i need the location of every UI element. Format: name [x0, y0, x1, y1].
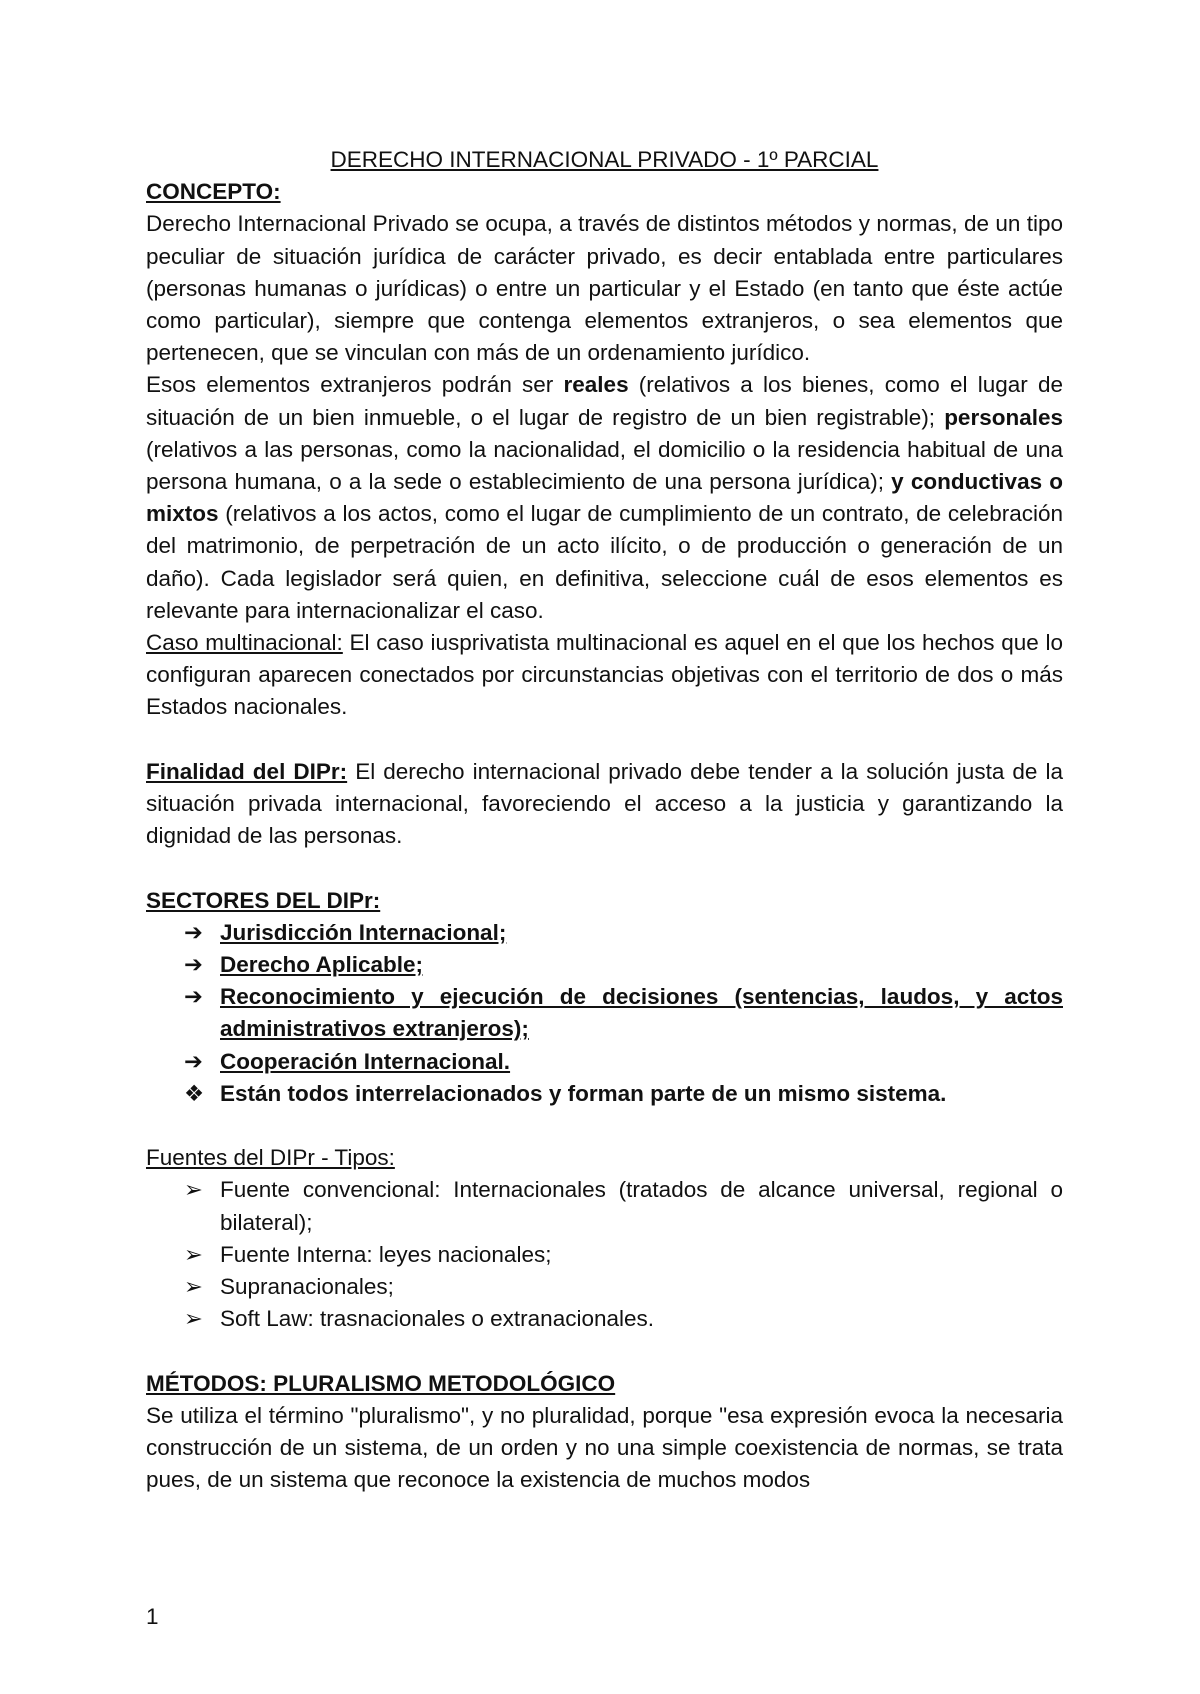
metodos-paragraph: Se utiliza el término "pluralismo", y no pluralidad, porque "esa expresión evoca la necesaria construcción de un sistema, de un orden y no una simple coexistencia de normas, se trata pues, de un sistema que reconoce la existencia de muchos modos — [146, 1402, 1063, 1493]
list-item — [146, 1303, 1063, 1335]
spacer — [146, 852, 1063, 884]
arrow-bullet-icon: ➔ — [184, 919, 203, 945]
reales-term: reales — [563, 372, 629, 398]
arrowhead-bullet-icon: ➢ — [184, 1274, 203, 1300]
arrow-bullet-icon: ➔ — [184, 984, 203, 1010]
arrowhead-bullet-icon: ➢ — [184, 1306, 203, 1332]
caso-multinacional-label: Caso multinacional: — [146, 630, 343, 656]
concepto-paragraph: Derecho Internacional Privado se ocupa, a través de distintos métodos y normas, de un tipo peculiar de situación jurídica de carácter privado, es decir entablada entre particulares (personas humanas o jurídicas) o entre un particular y el Estado (en tanto que éste actúe como particular), siempre que contenga elementos extranjeros, o sea elementos que pertenecen, que se vinculan con más de un ordenamiento jurídico. — [146, 211, 1063, 366]
conductivas-term: y conductivas o mixtos — [146, 469, 1064, 527]
list-item — [146, 981, 1063, 1045]
caso-multinacional-text: El caso iusprivatista multinacional es aquel en el que los hechos que lo configuran aparecen conectados por circunstancias objetivas con el territorio de dos o más Estados nacionales. — [146, 630, 1063, 720]
spacer — [146, 1335, 1063, 1367]
sector-item-text: Derecho Aplicable; — [220, 952, 423, 978]
arrowhead-bullet-icon: ➢ — [184, 1177, 203, 1203]
sector-item-text: Cooperación Internacional. — [220, 1048, 511, 1074]
finalidad-text: El derecho internacional privado debe tender a la solución justa de la situación privada internacional, favoreciendo el acceso a la justicia y garantizando la dignidad de las personas. — [146, 758, 1063, 849]
list-item — [146, 917, 1063, 949]
concepto-heading: CONCEPTO: — [146, 179, 281, 205]
spacer — [146, 724, 1063, 756]
sector-item-text: Reconocimiento y ejecución de decisiones (sentencias, laudos, y actos administrativos extranjeros); — [220, 984, 1063, 1042]
list-item — [146, 1239, 1063, 1271]
sectores-list — [146, 917, 1063, 1110]
fuente-item-text: Supranacionales; — [220, 1274, 394, 1300]
fuentes-heading: Fuentes del DIPr - Tipos: — [146, 1145, 395, 1171]
arrow-bullet-icon: ➔ — [184, 952, 203, 978]
spacer — [146, 1110, 1063, 1142]
list-item — [146, 1174, 1063, 1238]
fuente-item-text: Fuente convencional: Internacionales (tratados de alcance universal, regional o bilateral); — [220, 1177, 1063, 1235]
metodos-heading: MÉTODOS: PLURALISMO METODOLÓGICO — [146, 1370, 616, 1396]
page-content — [146, 144, 1063, 1496]
caso-multinacional-paragraph — [146, 627, 1063, 724]
fuentes-list — [146, 1174, 1063, 1335]
elementos-text-3: (relativos a las personas, como la nacionalidad, el domicilio o la residencia habitual de una persona humana, o a la sede o establecimiento de una persona jurídica); — [146, 436, 1063, 495]
personales-term: personales — [944, 404, 1063, 430]
sector-item-text: Jurisdicción Internacional; — [220, 919, 507, 945]
sectores-heading: SECTORES DEL DIPr: — [146, 887, 381, 913]
list-item — [146, 1271, 1063, 1303]
page-number: 1 — [146, 1604, 159, 1629]
elementos-text-4: (relativos a los actos, como el lugar de cumplimiento de un contrato, de celebración del matrimonio, de perpetración de un acto ilícito, o de producción o generación de un daño). Cada legislador será quien, en definitiva, seleccione cuál de esos elementos es relevante para internacionalizar el caso. — [146, 501, 1063, 623]
elementos-text-1: Esos elementos extranjeros podrán ser — [146, 372, 564, 398]
fuente-item-text: Fuente Interna: leyes nacionales; — [220, 1241, 552, 1267]
sector-note-text: Están todos interrelacionados y forman parte de un mismo sistema. — [220, 1080, 947, 1106]
finalidad-label: Finalidad del DIPr: — [146, 758, 348, 784]
diamond-bullet-icon: ❖ — [184, 1080, 205, 1106]
list-item — [146, 949, 1063, 981]
elementos-paragraph — [146, 369, 1063, 627]
arrow-bullet-icon: ➔ — [184, 1048, 203, 1074]
fuente-item-text: Soft Law: trasnacionales o extranacionales. — [220, 1306, 655, 1332]
list-item — [146, 1046, 1063, 1078]
page-title: DERECHO INTERNACIONAL PRIVADO - 1º PARCIAL — [330, 147, 879, 172]
arrowhead-bullet-icon: ➢ — [184, 1241, 203, 1267]
finalidad-paragraph — [146, 756, 1063, 853]
elementos-text-2: (relativos a los bienes, como el lugar de situación de un bien inmueble, o el lugar de registro de un bien registrable); — [146, 372, 1063, 430]
list-item — [146, 1078, 1063, 1110]
